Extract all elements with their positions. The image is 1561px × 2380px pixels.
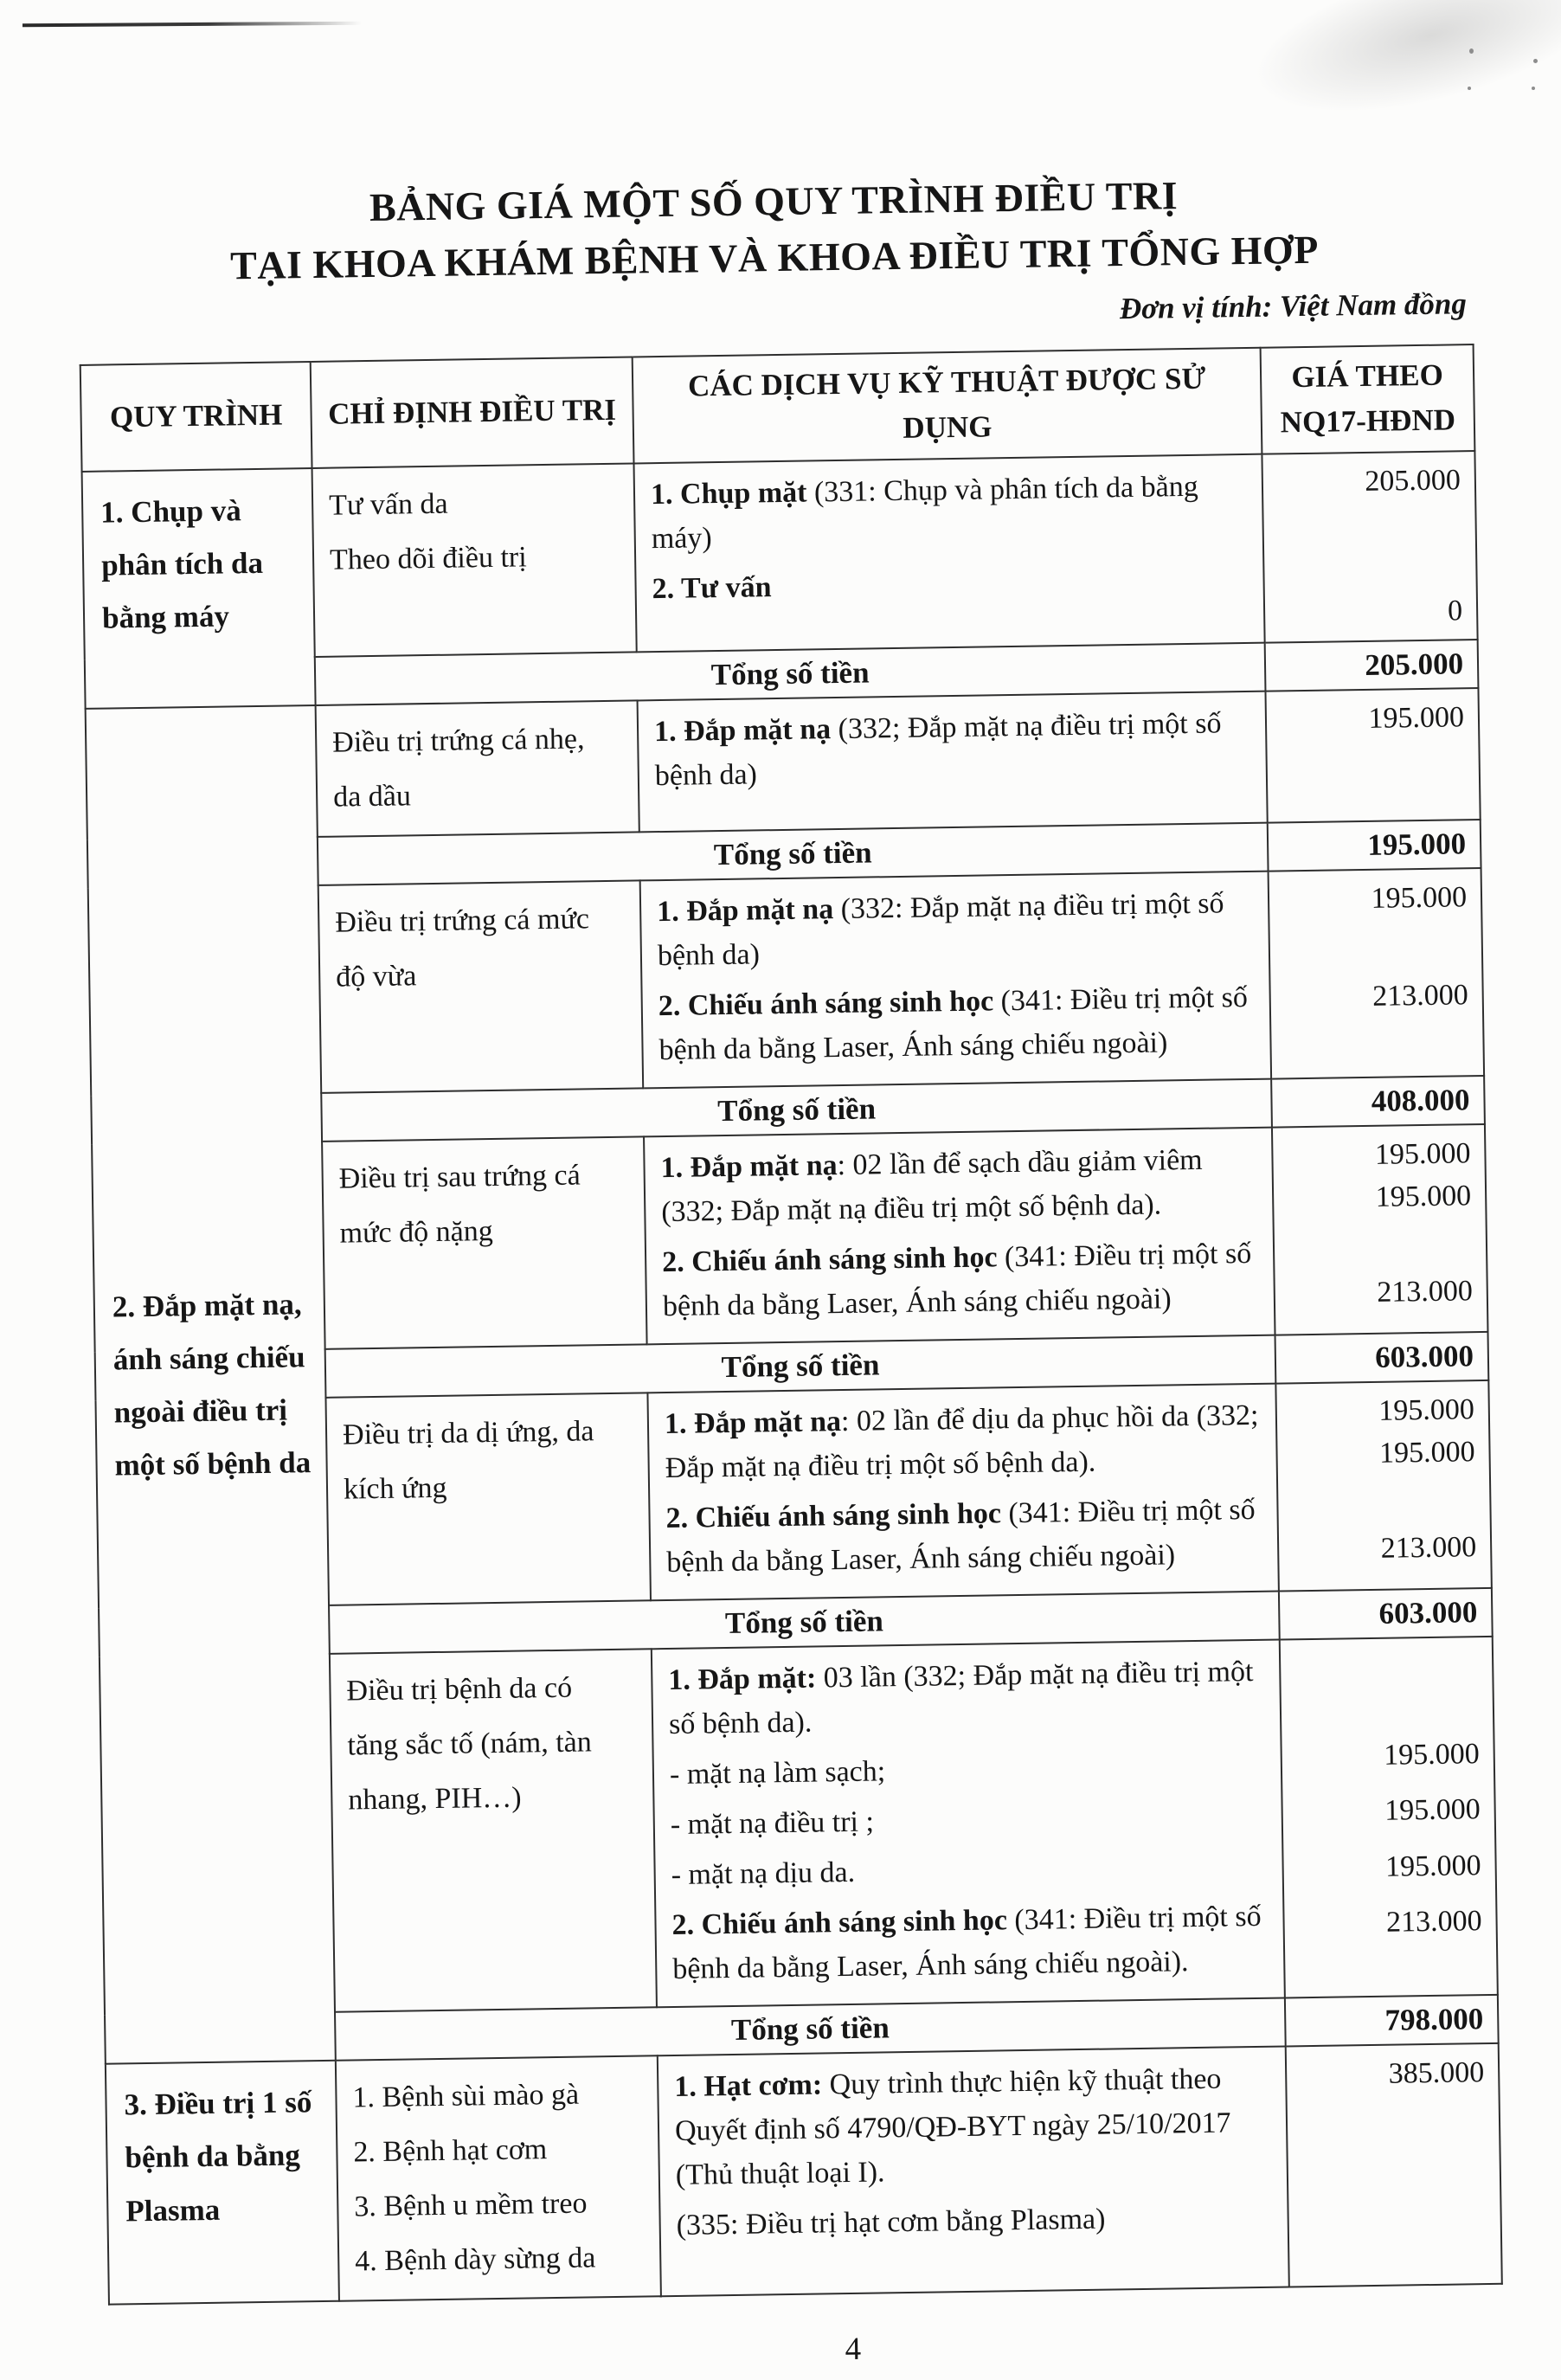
service-item-lead: 1. Chụp mặt [650, 476, 807, 511]
indication-line: nhang, PIH…) [348, 1781, 522, 1817]
service-item [654, 701, 1256, 798]
service-item-text: (341: Điều trị một số bệnh da bằng Laser, Ánh sáng chiếu ngoài). [672, 1900, 1262, 1985]
indication-line: tăng sắc tố (nám, tàn [347, 1726, 592, 1762]
header-services: CÁC DỊCH VỤ KỸ THUẬT ĐƯỢC SỬ DỤNG [633, 347, 1262, 463]
header-indication: CHỈ ĐỊNH ĐIỀU TRỊ [311, 357, 634, 468]
page-number: 4 [845, 2331, 862, 2367]
currency-unit-note: Đơn vị tính: Việt Nam đồng [1119, 286, 1468, 325]
service-item [651, 464, 1252, 561]
indication-line: 4. Bệnh dày sừng da [354, 2242, 596, 2278]
service-item-text: : 02 lần để dịu da phục hồi da (332; Đắp mặt nạ điều trị một số bệnh da). [665, 1399, 1259, 1485]
service-item [674, 2056, 1276, 2197]
price-value: 195.000 [1374, 1137, 1471, 1171]
total-price-value: 408.000 [1271, 1076, 1485, 1128]
service-item-lead: 1. Đắp mặt nạ [660, 1149, 838, 1185]
services-cell [640, 872, 1271, 1089]
price-value: 195.000 [1383, 1738, 1480, 1772]
indication-line: Điều trị bệnh da có [346, 1671, 573, 1708]
service-item [662, 1232, 1263, 1328]
indication-line: Điều trị sau trứng cá [338, 1159, 581, 1195]
price-value: 195.000 [1384, 1849, 1481, 1883]
indication-line: 3. Bệnh u mềm treo [354, 2187, 588, 2223]
services-cell [638, 691, 1268, 833]
service-item-lead: 1. Hạt cơm: [674, 2068, 823, 2103]
indication-line: 2. Bệnh hạt cơm [353, 2133, 548, 2169]
indication-line: Tư vấn da [328, 487, 448, 522]
price-value: 213.000 [1371, 979, 1468, 1013]
price-value: 195.000 [1378, 1393, 1475, 1427]
indication-line: Theo dõi điều trị [329, 540, 527, 576]
service-item-text: (332; Đắp mặt nạ điều trị một số bệnh da) [654, 707, 1222, 793]
service-item [658, 975, 1259, 1072]
table-row [86, 688, 1481, 840]
table-row [82, 451, 1478, 660]
services-cell [658, 2046, 1289, 2295]
total-price-value: 798.000 [1285, 1995, 1499, 2047]
price-cell [1275, 1380, 1492, 1592]
service-item-text: (341: Điều trị một số bệnh da bằng Laser, Ánh sáng chiếu ngoài) [666, 1493, 1256, 1579]
total-label: Tổng số tiền [329, 1592, 1280, 1654]
indication-cell [336, 2055, 661, 2300]
indication-cell [330, 1649, 657, 2011]
price-cell [1280, 1637, 1498, 1998]
price-value: 195.000 [1378, 1436, 1475, 1470]
price-cell [1262, 451, 1477, 643]
price-cell [1272, 1124, 1488, 1335]
service-item-text: (331: Chụp và phân tích da bằng máy) [651, 470, 1198, 555]
document-title-line2: TẠI KHOA KHÁM BỆNH VÀ KHOA ĐIỀU TRỊ TỔNG HỢP [229, 228, 1320, 288]
price-value: 213.000 [1377, 1274, 1474, 1309]
header-procedure: QUY TRÌNH [80, 362, 312, 472]
indication-cell [318, 880, 644, 1092]
table-header-row [80, 344, 1475, 472]
price-table [80, 344, 1503, 2306]
indication-line: mức độ nặng [339, 1214, 493, 1250]
indication-line: Điều trị trứng cá nhẹ, [331, 723, 585, 759]
service-item [657, 881, 1258, 978]
services-cell [644, 1128, 1275, 1345]
indication-cell [322, 1136, 647, 1348]
indication-line: Điều trị trứng cá mức [335, 903, 590, 939]
service-item-text: : 02 lần để sạch dầu giảm viêm (332; Đắp mặt nạ điều trị một số bệnh da). [661, 1143, 1203, 1229]
total-label: Tổng số tiền [335, 1998, 1286, 2061]
service-item [670, 1794, 1271, 1847]
service-item-text: (332: Đắp mặt nạ điều trị một số bệnh da) [657, 887, 1224, 973]
total-label: Tổng số tiền [321, 1079, 1272, 1142]
service-item-lead: 1. Đắp mặt: [668, 1662, 817, 1697]
service-item-lead: 2. Chiếu ánh sáng sinh học [658, 985, 994, 1023]
service-item [668, 1650, 1269, 1746]
service-item [671, 1844, 1272, 1897]
indication-cell [316, 701, 639, 837]
service-item [676, 2195, 1277, 2248]
service-item-lead: 1. Đắp mặt nạ [653, 713, 832, 749]
total-label: Tổng số tiền [325, 1335, 1276, 1398]
price-value: 213.000 [1385, 1905, 1482, 1939]
total-price-value: 603.000 [1279, 1588, 1493, 1640]
procedure-cell-1: 1. Chụp và phân tích da bằng máy [82, 468, 316, 710]
service-item-text: Quy trình thực hiện kỹ thuật theo Quyết định số 4790/QĐ-BYT ngày 25/10/2017 (Thủ thuật loại I). [674, 2062, 1231, 2191]
services-cell [652, 1640, 1285, 2008]
table-row [106, 2043, 1502, 2304]
service-item [665, 1393, 1266, 1490]
service-item-text: - mặt nạ làm sạch; [669, 1755, 886, 1791]
service-item-lead: 1. Đắp mặt nạ [656, 893, 834, 929]
total-label: Tổng số tiền [315, 643, 1266, 705]
price-value: 195.000 [1368, 701, 1465, 736]
service-item-lead: 1. Đắp mặt nạ [664, 1405, 842, 1441]
service-item-lead: 2. Chiếu ánh sáng sinh học [671, 1904, 1008, 1941]
price-cell [1286, 2043, 1502, 2287]
price-cell [1265, 688, 1480, 822]
service-item [652, 558, 1253, 611]
header-price: GIÁ THEO NQ17-HĐND [1261, 344, 1475, 454]
indication-line: da dầu [332, 780, 412, 814]
service-item-text: (341: Điều trị một số bệnh da bằng Laser, Ánh sáng chiếu ngoài) [662, 1237, 1252, 1323]
service-item [671, 1894, 1273, 1991]
total-price-value: 603.000 [1275, 1332, 1489, 1384]
document-title-line1: BẢNG GIÁ MỘT SỐ QUY TRÌNH ĐIỀU TRỊ [369, 173, 1179, 229]
price-value: 213.000 [1380, 1530, 1477, 1565]
price-value: 0 [1447, 595, 1463, 627]
indication-line: độ vừa [335, 960, 417, 994]
services-cell [633, 453, 1264, 652]
service-item [660, 1137, 1262, 1234]
service-item-text: - mặt nạ điều trị ; [670, 1805, 875, 1842]
price-value: 195.000 [1375, 1180, 1472, 1214]
price-value: 205.000 [1365, 463, 1461, 498]
service-item-lead: 2. Chiếu ánh sáng sinh học [661, 1241, 998, 1279]
service-item [670, 1744, 1271, 1797]
price-value: 195.000 [1384, 1793, 1481, 1828]
price-cell [1269, 868, 1485, 1079]
service-item-lead: 2. Chiếu ánh sáng sinh học [665, 1497, 1002, 1535]
service-item-text: (341: Điều trị một số bệnh da bằng Laser, Ánh sáng chiếu ngoài) [658, 981, 1249, 1067]
indication-cell [312, 463, 637, 657]
service-item-lead: 2. Tư vấn [652, 570, 772, 605]
price-value: 385.000 [1388, 2056, 1485, 2090]
indication-line: Điều trị da dị ứng, da [342, 1415, 594, 1451]
indication-cell [325, 1393, 651, 1605]
service-item-text: (335: Điều trị hạt cơm bằng Plasma) [676, 2203, 1106, 2242]
procedure-cell-2: 2. Đắp mặt nạ, ánh sáng chiếu ngoài điều trị một số bệnh da [86, 705, 336, 2064]
indication-line: 1. Bệnh sùi mào gà [352, 2078, 580, 2114]
service-item [665, 1488, 1267, 1585]
title-block [74, 0, 1472, 342]
service-item-text: 03 lần (332; Đắp mặt nạ điều trị một số bệnh da). [668, 1656, 1254, 1741]
indication-line: kích ứng [343, 1471, 447, 1506]
procedure-cell-3: 3. Điều trị 1 số bệnh da bằng Plasma [106, 2061, 339, 2304]
total-price-value: 205.000 [1265, 640, 1479, 691]
total-price-value: 195.000 [1268, 820, 1481, 872]
total-label: Tổng số tiền [318, 823, 1269, 885]
service-item-text: - mặt nạ dịu da. [671, 1856, 856, 1892]
services-cell [647, 1384, 1278, 1601]
price-value: 195.000 [1371, 881, 1468, 915]
